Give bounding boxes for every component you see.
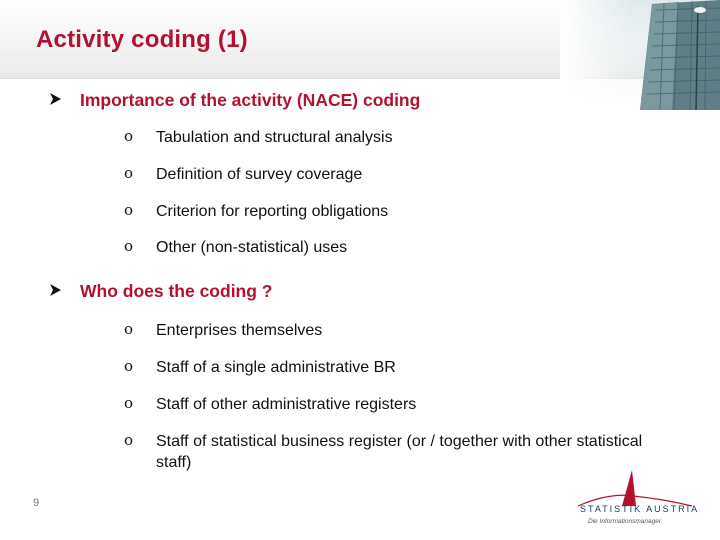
circle-bullet-icon: o xyxy=(124,394,134,412)
list-item-text: Staff of other administrative registers xyxy=(156,396,417,413)
slide-title: Activity coding (1) xyxy=(36,26,248,53)
logo-tagline: Die Informationsmanager xyxy=(588,518,661,525)
page-number: 9 xyxy=(33,497,40,509)
list-item-text: Staff of statistical business register (or / together with other statistical staff) xyxy=(156,433,643,471)
circle-bullet-icon: o xyxy=(124,127,134,145)
list-item-text: Criterion for reporting obligations xyxy=(156,203,389,220)
circle-bullet-icon: o xyxy=(124,431,134,449)
section-heading-text: Who does the coding ? xyxy=(80,281,273,301)
circle-bullet-icon: o xyxy=(124,201,134,219)
circle-bullet-icon: o xyxy=(124,164,134,182)
list-item-text: Staff of a single administrative BR xyxy=(156,359,396,376)
list-item-text: Other (non-statistical) uses xyxy=(156,239,348,256)
logo-wordmark: STATISTIK AUSTRIA xyxy=(580,504,700,514)
section-heading-text: Importance of the activity (NACE) coding xyxy=(80,90,421,110)
circle-bullet-icon: o xyxy=(124,237,134,255)
arrow-bullet-icon xyxy=(48,281,66,304)
list-item-text: Tabulation and structural analysis xyxy=(156,129,393,146)
circle-bullet-icon: o xyxy=(124,357,134,375)
statistik-austria-logo-icon xyxy=(560,466,700,526)
list-item-text: Definition of survey coverage xyxy=(156,166,363,183)
list-item-text: Enterprises themselves xyxy=(156,322,323,339)
arrow-bullet-icon xyxy=(48,90,66,113)
circle-bullet-icon: o xyxy=(124,320,134,338)
